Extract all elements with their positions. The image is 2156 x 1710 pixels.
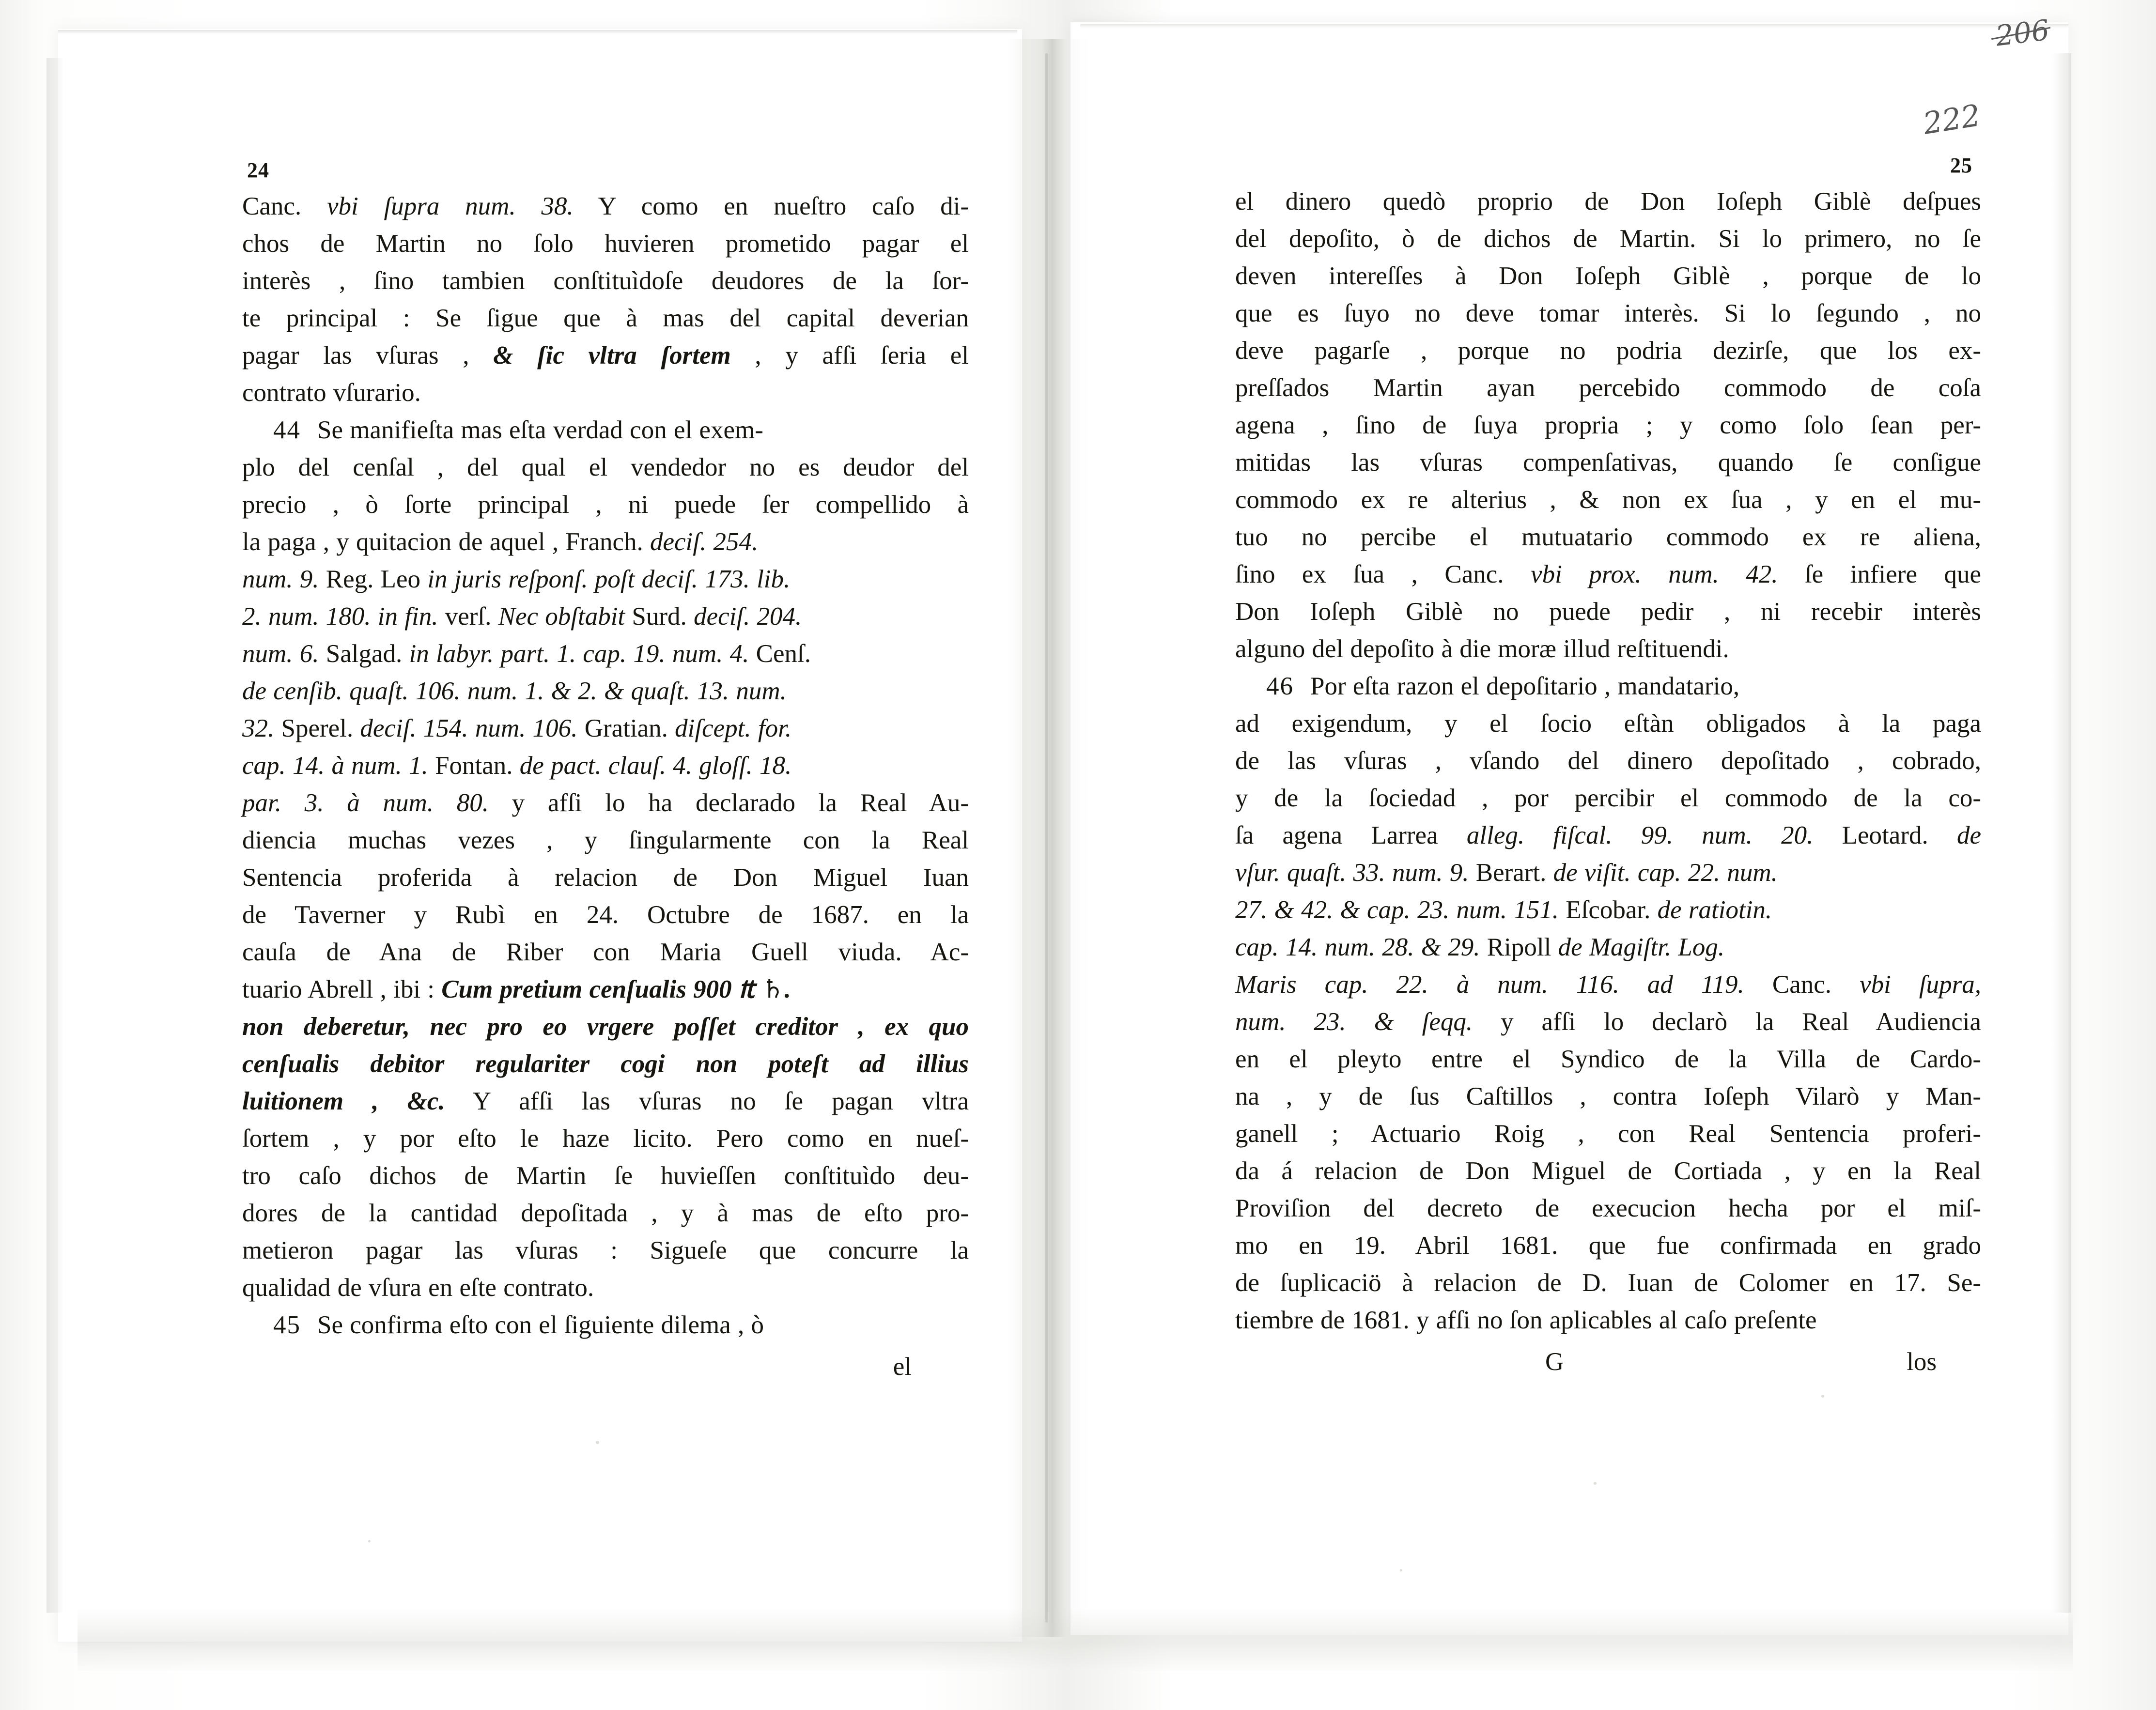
- text-line: [1235, 892, 1981, 929]
- paper-speck: [1594, 1482, 1597, 1485]
- paper-speck: [1821, 1395, 1824, 1398]
- text-run: Maris cap. 22. à num. 116. ad 119.: [1235, 971, 1744, 999]
- text-run: de ſuplicaciö à relacion de D. Iuan de Colomer en 17. Se-: [1235, 1269, 1981, 1297]
- text-line: [242, 188, 969, 225]
- text-run: mo en 19. Abril 1681. que fue confirmada en grado: [1235, 1232, 1981, 1260]
- text-run: Gratian.: [577, 714, 675, 742]
- text-line: [1235, 258, 1981, 295]
- text-run: dores de la cantidad depoſitada , y à mas de eſto pro-: [242, 1199, 969, 1227]
- left-page-folio-number: 24: [247, 158, 269, 182]
- text-run: deciſ. 204.: [694, 602, 802, 631]
- right-page-top-edge: [1080, 24, 2068, 28]
- text-run: Ripoll: [1480, 933, 1558, 961]
- text-line: [242, 747, 969, 785]
- text-run: num. 23. & ſeqq.: [1235, 1008, 1473, 1036]
- text-run: , y afſi ſeria el: [730, 341, 969, 370]
- right-page-body-text: [1235, 183, 1981, 1339]
- text-run: ſino ex ſua , Canc.: [1235, 560, 1531, 588]
- text-line: [1235, 556, 1981, 593]
- text-run: Proviſion del decreto de execucion hecha por el miſ-: [1235, 1194, 1981, 1222]
- right-page-catchword: los: [1907, 1348, 1937, 1376]
- text-run: commodo ex re alterius , & non ex ſua , y en el mu-: [1235, 486, 1981, 514]
- text-line: [242, 337, 969, 374]
- text-line: [242, 300, 969, 337]
- text-line: [242, 374, 969, 412]
- text-line: [1235, 1302, 1981, 1339]
- text-run: metieron pagar las vſuras : Sigueſe que concurre la: [242, 1236, 969, 1264]
- text-run: en el pleyto entre el Syndico de la Villa de Cardo-: [1235, 1045, 1981, 1073]
- text-run: preſſados Martin ayan percebido commodo de coſa: [1235, 374, 1981, 402]
- text-line: [1235, 1153, 1981, 1190]
- text-line: [242, 561, 969, 598]
- text-run: de pact. clauſ. 4. gloſſ. 18.: [519, 752, 792, 780]
- text-line: [242, 1269, 969, 1307]
- paragraph-number: 46: [1266, 672, 1294, 700]
- text-run: Sentencia proferida à relacion de Don Miguel Iuan: [242, 863, 969, 892]
- text-run: alguno del depoſito à die moræ illud reſtituendi.: [1235, 635, 1729, 663]
- text-run: & ſic vltra ſortem: [493, 341, 731, 370]
- text-run: de Taverner y Rubì en 24. Octubre de 1687. en la: [242, 901, 969, 929]
- text-run: ſortem , y por eſto le haze licito. Pero como en nueſ-: [242, 1125, 969, 1153]
- text-line: [1235, 593, 1981, 631]
- text-run: contrato vſurario.: [242, 379, 421, 407]
- text-run: mitidas las vſuras compenſativas, quando ſe conſigue: [1235, 448, 1981, 477]
- text-run: 2. num. 180. in fin.: [242, 602, 438, 631]
- text-run: par. 3. à num. 80.: [242, 789, 489, 817]
- text-line: [1235, 1190, 1981, 1227]
- pencil-folio-annotation: 222: [1921, 97, 1983, 141]
- left-page-body-text: [242, 188, 969, 1344]
- text-run: Por eſta razon el depoſitario , mandatario,: [1310, 672, 1740, 700]
- text-line: [242, 1008, 969, 1046]
- left-page-outer-edge: [47, 58, 64, 1613]
- text-run: vbi prox. num. 42.: [1531, 560, 1778, 588]
- text-line: [242, 449, 969, 486]
- text-run: Eſcobar.: [1559, 896, 1658, 924]
- text-run: y afſi lo ha declarado la Real Au-: [488, 789, 969, 817]
- text-run: que es ſuyo no deve tomar interès. Si lo ſegundo , no: [1235, 299, 1981, 327]
- text-run: vbi ſupra num. 38.: [326, 192, 574, 220]
- text-line: [242, 710, 969, 747]
- right-page: [1235, 154, 1981, 1376]
- book-spine-crease: [1045, 53, 1048, 1622]
- text-line: [242, 785, 969, 822]
- text-run: de: [1956, 821, 1981, 849]
- text-run: deciſ. 154. num. 106.: [360, 714, 578, 742]
- text-line: [242, 1157, 969, 1195]
- text-run: diſcept. for.: [675, 714, 792, 742]
- text-run: deven intereſſes à Don Ioſeph Giblè , porque de lo: [1235, 262, 1981, 290]
- text-line: [242, 1307, 969, 1344]
- text-line: [1235, 220, 1981, 258]
- book-gutter: [1008, 39, 1090, 1637]
- text-run: interès , ſino tambien conſtituìdoſe deudores de la ſor-: [242, 267, 969, 295]
- paper-speck: [1400, 1569, 1402, 1571]
- text-line: [1235, 631, 1981, 668]
- text-line: [242, 673, 969, 710]
- text-line: [1235, 1115, 1981, 1153]
- text-run: Reg. Leo: [319, 565, 421, 593]
- text-run: ad exigendum, y el ſocio eſtàn obligados à la paga: [1235, 709, 1981, 738]
- text-run: tro caſo dichos de Martin ſe huvieſſen conſtituìdo deu-: [242, 1162, 969, 1190]
- text-line: [1235, 668, 1981, 705]
- text-line: [1235, 481, 1981, 519]
- text-run: alleg. fiſcal. 99. num. 20.: [1466, 821, 1814, 849]
- text-run: la paga , y quitacion de aquel , Franch.: [242, 528, 650, 556]
- text-line: [1235, 1227, 1981, 1264]
- right-page-signature-mark: G: [1545, 1348, 1564, 1376]
- text-line: [242, 934, 969, 971]
- text-run: Berart.: [1469, 859, 1553, 887]
- right-page-outer-edge: [2052, 53, 2071, 1613]
- text-run: agena , ſino de ſuya propria ; y como ſolo ſean per-: [1235, 411, 1981, 439]
- text-line: [1235, 929, 1981, 966]
- text-line: [1235, 705, 1981, 742]
- text-line: [242, 598, 969, 635]
- text-line: [1235, 444, 1981, 481]
- text-line: [242, 1046, 969, 1083]
- text-run: ganell ; Actuario Roig , con Real Sentencia proferi-: [1235, 1120, 1981, 1148]
- text-run: Salgad.: [319, 640, 409, 668]
- text-run: Y afſi las vſuras no ſe pagan vltra: [445, 1087, 969, 1115]
- paper-speck: [368, 1540, 371, 1542]
- text-line: [1235, 332, 1981, 370]
- text-run: cap. 14. à num. 1.: [242, 752, 428, 780]
- text-run: Canc.: [1744, 971, 1860, 999]
- text-line: [1235, 817, 1981, 854]
- text-line: [1235, 1078, 1981, 1115]
- paragraph-number: 45: [273, 1311, 301, 1339]
- text-run: qualidad de vſura en eſte contrato.: [242, 1274, 594, 1302]
- text-run: Se confirma eſto con el ſiguiente dilema , ò: [317, 1311, 764, 1339]
- text-run: y afſi lo declarò la Real Audiencia: [1473, 1008, 1981, 1036]
- text-run: Cenſ.: [749, 640, 811, 668]
- text-line: [1235, 1003, 1981, 1041]
- text-run: in labyr. part. 1. cap. 19. num. 4.: [409, 640, 749, 668]
- text-line: [1235, 407, 1981, 444]
- text-run: chos de Martin no ſolo huvieren prometido pagar el: [242, 230, 969, 258]
- text-run: del depoſito, ò de dichos de Martin. Si lo primero, no ſe: [1235, 225, 1981, 253]
- text-run: de las vſuras , vſando del dinero depoſitado , cobrado,: [1235, 747, 1981, 775]
- text-run: ſe infiere que: [1778, 560, 1981, 588]
- text-run: num. 6.: [242, 640, 319, 668]
- text-run: deciſ. 254.: [650, 528, 759, 556]
- struck-stamp-number-annotation: [1994, 14, 2051, 53]
- text-run: diencia muchas vezes , y ſingularmente con la Real: [242, 826, 969, 854]
- text-line: [242, 412, 969, 449]
- text-line: [242, 822, 969, 859]
- text-run: 32.: [242, 714, 275, 742]
- text-run: tiembre de 1681. y afſi no ſon aplicables al caſo preſente: [1235, 1306, 1817, 1334]
- text-run: Surd.: [625, 602, 694, 631]
- text-line: [1235, 742, 1981, 780]
- text-run: de ratiotin.: [1657, 896, 1772, 924]
- text-line: [242, 524, 969, 561]
- text-run: na , y de ſus Caſtillos , contra Ioſeph Vilarò y Man-: [1235, 1082, 1981, 1110]
- text-line: [242, 1232, 969, 1269]
- text-run: Don Ioſeph Giblè no puede pedir , ni recebir interès: [1235, 598, 1981, 626]
- text-run: deve pagarſe , porque no podria dezirſe, que los ex-: [1235, 337, 1981, 365]
- text-line: [242, 1195, 969, 1232]
- text-run: ſa agena Larrea: [1235, 821, 1467, 849]
- text-run: de Magiſtr. Log.: [1558, 933, 1725, 961]
- right-page-folio-number: 25: [1950, 154, 1972, 177]
- text-run: tuo no percibe el mutuatario commodo ex re aliena,: [1235, 523, 1981, 551]
- text-run: Canc.: [242, 192, 327, 220]
- text-run: Sperel.: [274, 714, 360, 742]
- text-run: luitionem , &c.: [242, 1087, 445, 1115]
- text-line: [242, 225, 969, 262]
- text-run: cauſa de Ana de Riber con Maria Guell viuda. Ac-: [242, 938, 969, 966]
- text-run: de viſit. cap. 22. num.: [1553, 859, 1778, 887]
- text-run: vſur. quaſt. 33. num. 9.: [1235, 859, 1469, 887]
- text-run: y de la ſociedad , por percibir el commodo de la co-: [1235, 784, 1981, 812]
- left-page-catchword: el: [893, 1353, 912, 1381]
- paragraph-number: 44: [273, 416, 301, 444]
- text-run: precio , ò ſorte principal , ni puede ſer compellido à: [242, 491, 969, 519]
- text-run: cap. 14. num. 28. & 29.: [1235, 933, 1480, 961]
- text-run: Nec obſtabit: [498, 602, 625, 631]
- text-line: [1235, 966, 1981, 1003]
- text-line: [242, 896, 969, 934]
- text-run: Leotard.: [1813, 821, 1957, 849]
- text-line: [1235, 854, 1981, 892]
- text-line: [242, 262, 969, 300]
- bottom-page-edges: [78, 1608, 2073, 1671]
- text-line: [1235, 780, 1981, 817]
- text-line: [242, 971, 969, 1008]
- text-run: da á relacion de Don Miguel de Cortiada , y en la Real: [1235, 1157, 1981, 1185]
- text-line: [1235, 1264, 1981, 1302]
- text-line: [242, 635, 969, 673]
- text-run: num. 9.: [242, 565, 319, 593]
- text-run: Y como en nueſtro caſo di-: [573, 192, 969, 220]
- text-run: Fontan.: [428, 752, 520, 780]
- text-line: [242, 859, 969, 896]
- text-line: [1235, 295, 1981, 332]
- text-line: [242, 486, 969, 524]
- text-line: [1235, 183, 1981, 220]
- text-run: el dinero quedò proprio de Don Ioſeph Giblè deſpues: [1235, 187, 1981, 216]
- left-page: [242, 160, 969, 1387]
- left-page-top-edge: [58, 30, 1017, 34]
- text-run: te principal : Se ſigue que à mas del capital deverian: [242, 304, 969, 332]
- paper-speck: [596, 1441, 599, 1444]
- text-run: tuario Abrell , ibi :: [242, 975, 442, 1003]
- text-line: [242, 1083, 969, 1120]
- text-run: 27. & 42. & cap. 23. num. 151.: [1235, 896, 1559, 924]
- text-run: verſ.: [438, 602, 498, 631]
- text-run: in juris reſponſ. poſt deciſ. 173. lib.: [420, 565, 791, 593]
- text-run: non deberetur, nec pro eo vrgere poſſet creditor , ex quo: [242, 1013, 969, 1041]
- text-run: Se manifieſta mas eſta verdad con el exem-: [317, 416, 763, 444]
- text-run: cenſualis debitor regulariter cogi non poteſt ad illius: [242, 1050, 969, 1078]
- text-run: vbi ſupra,: [1860, 971, 1981, 999]
- text-run: pagar las vſuras ,: [242, 341, 494, 370]
- text-run: Cum pretium cenſualis 900 ₶ ♄.: [441, 975, 791, 1003]
- text-line: [1235, 370, 1981, 407]
- text-run: plo del cenſal , del qual el vendedor no es deudor del: [242, 453, 969, 481]
- text-line: [1235, 519, 1981, 556]
- text-run: de cenſib. quaſt. 106. num. 1. & 2. & quaſt. 13. num.: [242, 677, 787, 705]
- text-line: [1235, 1041, 1981, 1078]
- text-line: [242, 1120, 969, 1157]
